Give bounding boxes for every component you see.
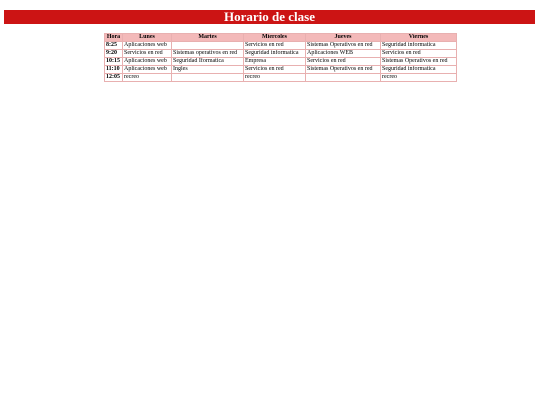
table-cell: Servicios en red [244, 66, 306, 74]
column-header-lunes: Lunes [123, 34, 172, 42]
column-header-jueves: Jueves [306, 34, 381, 42]
table-cell: Empresa [244, 58, 306, 66]
table-cell: Sistemas Operativos en red [306, 66, 381, 74]
table-cell: Ingles [172, 66, 244, 74]
table-header-row [105, 34, 457, 42]
table-cell: Aplicaciones web [123, 58, 172, 66]
table-cell [172, 42, 244, 50]
column-header-viernes: Viernes [381, 34, 457, 42]
hour-cell: 8:25 [105, 42, 123, 50]
table-row [105, 66, 457, 74]
hour-cell: 10:15 [105, 58, 123, 66]
hour-cell: 9:20 [105, 50, 123, 58]
table-cell: Servicios en red [306, 58, 381, 66]
table-cell: Servicios en red [123, 50, 172, 58]
table-cell: Sistemas operativos en red [172, 50, 244, 58]
table-cell: Sistemas Operativos en red [381, 58, 457, 66]
table-cell: Seguridad informatica [244, 50, 306, 58]
table-row [105, 50, 457, 58]
hour-cell: 12:05 [105, 74, 123, 82]
column-header-miercoles: Miercoles [244, 34, 306, 42]
table-cell: Seguridad informatica [381, 66, 457, 74]
schedule-table [104, 33, 457, 82]
table-row [105, 74, 457, 82]
table-cell: recreo [244, 74, 306, 82]
table-cell: recreo [381, 74, 457, 82]
table-cell: Servicios en red [381, 50, 457, 58]
page-title: Horario de clase [4, 10, 535, 24]
table-cell: Sistemas Operativos en red [306, 42, 381, 50]
column-header-hora: Hora [105, 34, 123, 42]
table-cell [306, 74, 381, 82]
table-row [105, 42, 457, 50]
table-cell: Aplicaciones WEB [306, 50, 381, 58]
table-cell: recreo [123, 74, 172, 82]
table-cell: Seguridad Iformatica [172, 58, 244, 66]
table-cell: Aplicaciones web [123, 66, 172, 74]
hour-cell: 11:10 [105, 66, 123, 74]
table-cell [172, 74, 244, 82]
table-row [105, 58, 457, 66]
table-cell: Seguridad informatica [381, 42, 457, 50]
column-header-martes: Martes [172, 34, 244, 42]
table-cell: Aplicaciones web [123, 42, 172, 50]
table-cell: Servicios en red [244, 42, 306, 50]
